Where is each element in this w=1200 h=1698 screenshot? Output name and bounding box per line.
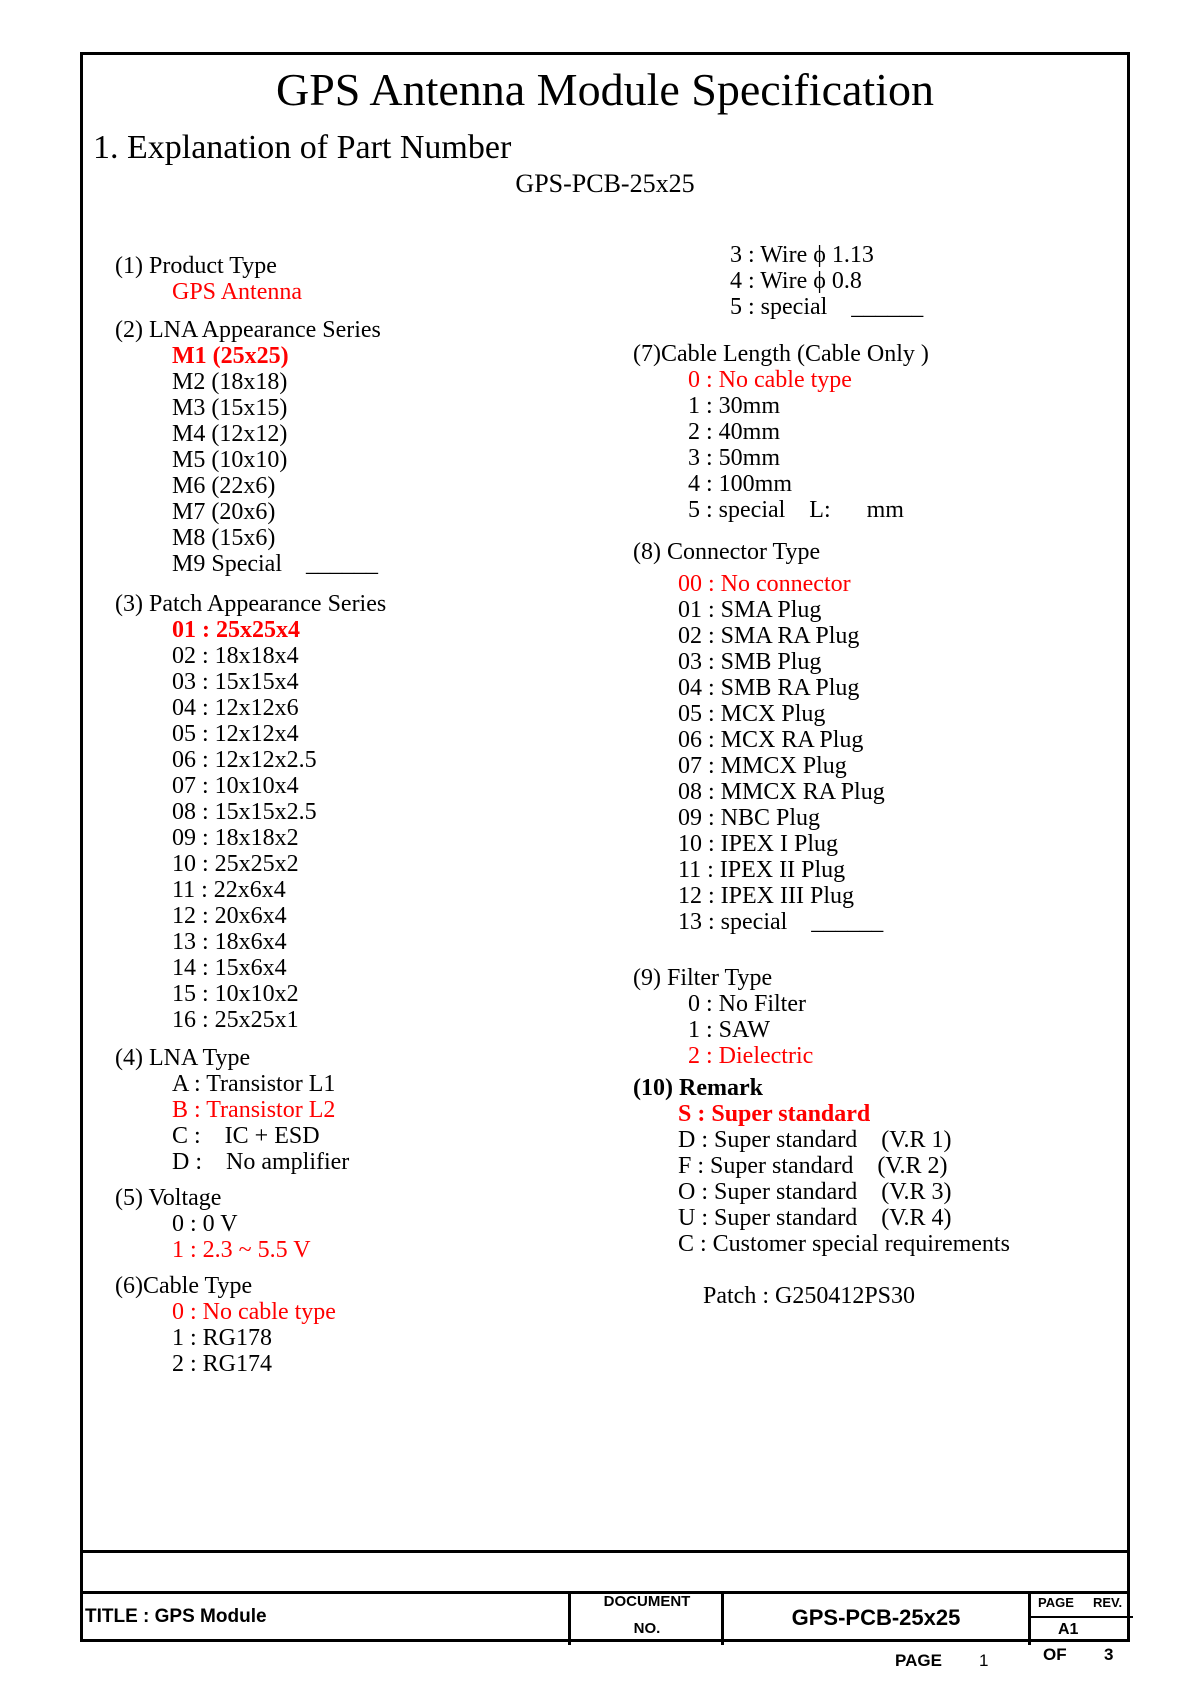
list-item: 06 : 12x12x2.5	[172, 747, 317, 773]
list-item: 1 : 30mm	[688, 393, 781, 419]
list-item: B : Transistor L2	[172, 1097, 336, 1123]
section-heading: (6)Cable Type	[115, 1273, 253, 1299]
patch-note: Patch : G250412PS30	[703, 1283, 916, 1309]
list-item: C : IC + ESD	[172, 1123, 320, 1149]
list-item: 14 : 15x6x4	[172, 955, 287, 981]
footer-document-label-no: NO.	[633, 1620, 661, 1637]
list-item: 13 : special ______	[678, 909, 884, 935]
list-item: 09 : 18x18x2	[172, 825, 299, 851]
list-item: 12 : 20x6x4	[172, 903, 287, 929]
list-item: 1 : RG178	[172, 1325, 273, 1351]
section-heading: (2) LNA Appearance Series	[115, 317, 381, 343]
list-item: 0 : No cable type	[172, 1299, 336, 1325]
list-item: 01 : SMA Plug	[678, 597, 822, 623]
section-heading: (1) Product Type	[115, 253, 277, 279]
section-heading: (4) LNA Type	[115, 1045, 251, 1071]
list-item: M5 (10x10)	[172, 447, 288, 473]
list-item: 5 : special L: mm	[688, 497, 904, 523]
footer-title: TITLE : GPS Module	[85, 1606, 267, 1627]
list-item: GPS Antenna	[172, 279, 303, 305]
list-item: 03 : 15x15x4	[172, 669, 299, 695]
list-item: 13 : 18x6x4	[172, 929, 287, 955]
list-item: C : Customer special requirements	[678, 1231, 1010, 1257]
total-pages: 3	[1104, 1645, 1114, 1664]
list-item: 12 : IPEX III Plug	[678, 883, 854, 909]
list-item: 01 : 25x25x4	[172, 617, 300, 643]
list-item: 1 : SAW	[688, 1017, 771, 1043]
list-item: 11 : 22x6x4	[172, 877, 286, 903]
list-item: 5 : special ______	[730, 294, 924, 320]
list-item: 09 : NBC Plug	[678, 805, 821, 831]
footer-divider-top	[83, 1550, 1127, 1553]
list-item: 04 : SMB RA Plug	[678, 675, 860, 701]
section-title: 1. Explanation of Part Number	[93, 129, 512, 166]
list-item: 10 : IPEX I Plug	[678, 831, 839, 857]
of-label: OF	[1043, 1645, 1067, 1664]
list-item: 0 : No cable type	[688, 367, 852, 393]
section-heading: (9) Filter Type	[633, 965, 773, 991]
document-frame	[80, 52, 1130, 1642]
footer-divider-vertical	[568, 1591, 571, 1645]
footer-page-label: PAGE	[1038, 1595, 1074, 1610]
list-item: 0 : No Filter	[688, 991, 806, 1017]
list-item: 05 : 12x12x4	[172, 721, 299, 747]
list-item: 16 : 25x25x1	[172, 1007, 299, 1033]
list-item: D : No amplifier	[172, 1149, 350, 1175]
section-heading: (8) Connector Type	[633, 539, 821, 565]
list-item: S : Super standard	[678, 1101, 871, 1127]
list-item: 07 : MMCX Plug	[678, 753, 847, 779]
footer-document-number: GPS-PCB-25x25	[791, 1605, 961, 1630]
list-item: 11 : IPEX II Plug	[678, 857, 846, 883]
list-item: 2 : Dielectric	[688, 1043, 814, 1069]
list-item: 06 : MCX RA Plug	[678, 727, 864, 753]
list-item: 4 : Wire ϕ 0.8	[730, 268, 862, 294]
list-item: D : Super standard (V.R 1)	[678, 1127, 952, 1153]
section-cable-type-continued	[688, 242, 923, 320]
section-product-type	[115, 253, 302, 305]
page-label: PAGE	[895, 1651, 942, 1670]
footer-divider-vertical	[1028, 1591, 1031, 1645]
list-item: 3 : Wire ϕ 1.13	[730, 242, 874, 268]
list-item: 04 : 12x12x6	[172, 695, 299, 721]
section-heading: (7)Cable Length (Cable Only )	[633, 341, 929, 367]
list-item: 07 : 10x10x4	[172, 773, 299, 799]
list-item: 15 : 10x10x2	[172, 981, 299, 1007]
section-heading: (10) Remark	[633, 1075, 763, 1101]
list-item: M2 (18x18)	[172, 369, 288, 395]
section-remark	[633, 1075, 1010, 1257]
section-heading: (5) Voltage	[115, 1185, 222, 1211]
list-item: 4 : 100mm	[688, 471, 793, 497]
list-item: M8 (15x6)	[172, 525, 276, 551]
list-item: 00 : No connector	[678, 571, 851, 597]
list-item: M3 (15x15)	[172, 395, 288, 421]
list-item: M7 (20x6)	[172, 499, 276, 525]
section-voltage	[115, 1185, 311, 1263]
list-item: M9 Special ______	[172, 551, 378, 577]
footer-rev-value: A1	[1058, 1621, 1079, 1638]
section-lna-type	[115, 1045, 349, 1175]
list-item: O : Super standard (V.R 3)	[678, 1179, 952, 1205]
list-item: 05 : MCX Plug	[678, 701, 826, 727]
list-item: 02 : 18x18x4	[172, 643, 299, 669]
list-item: 3 : 50mm	[688, 445, 781, 471]
list-item: U : Super standard (V.R 4)	[678, 1205, 952, 1231]
list-item: 0 : 0 V	[172, 1211, 238, 1237]
section-connector-type	[633, 539, 885, 935]
footer-rev-divider	[1028, 1616, 1133, 1618]
list-item: 2 : RG174	[172, 1351, 273, 1377]
list-item: 10 : 25x25x2	[172, 851, 299, 877]
page-title: GPS Antenna Module Specification	[276, 64, 934, 115]
footer-document-label: DOCUMENT	[603, 1593, 691, 1610]
section-lna-appearance	[115, 317, 381, 577]
part-number: GPS-PCB-25x25	[515, 169, 695, 198]
list-item: 03 : SMB Plug	[678, 649, 822, 675]
section-cable-length	[633, 341, 929, 523]
section-patch-appearance	[115, 591, 386, 1033]
list-item: F : Super standard (V.R 2)	[678, 1153, 948, 1179]
section-heading: (3) Patch Appearance Series	[115, 591, 387, 617]
list-item: 02 : SMA RA Plug	[678, 623, 860, 649]
list-item: 08 : 15x15x2.5	[172, 799, 317, 825]
list-item: 2 : 40mm	[688, 419, 781, 445]
page-number: 1	[979, 1651, 989, 1670]
footer-rev-label: REV.	[1093, 1595, 1123, 1610]
list-item: 1 : 2.3 ~ 5.5 V	[172, 1237, 311, 1263]
list-item: M1 (25x25)	[172, 343, 289, 369]
list-item: A : Transistor L1	[172, 1071, 336, 1097]
list-item: 08 : MMCX RA Plug	[678, 779, 885, 805]
section-cable-type	[115, 1273, 336, 1377]
section-filter-type	[633, 965, 813, 1069]
list-item: M6 (22x6)	[172, 473, 276, 499]
list-item: M4 (12x12)	[172, 421, 288, 447]
